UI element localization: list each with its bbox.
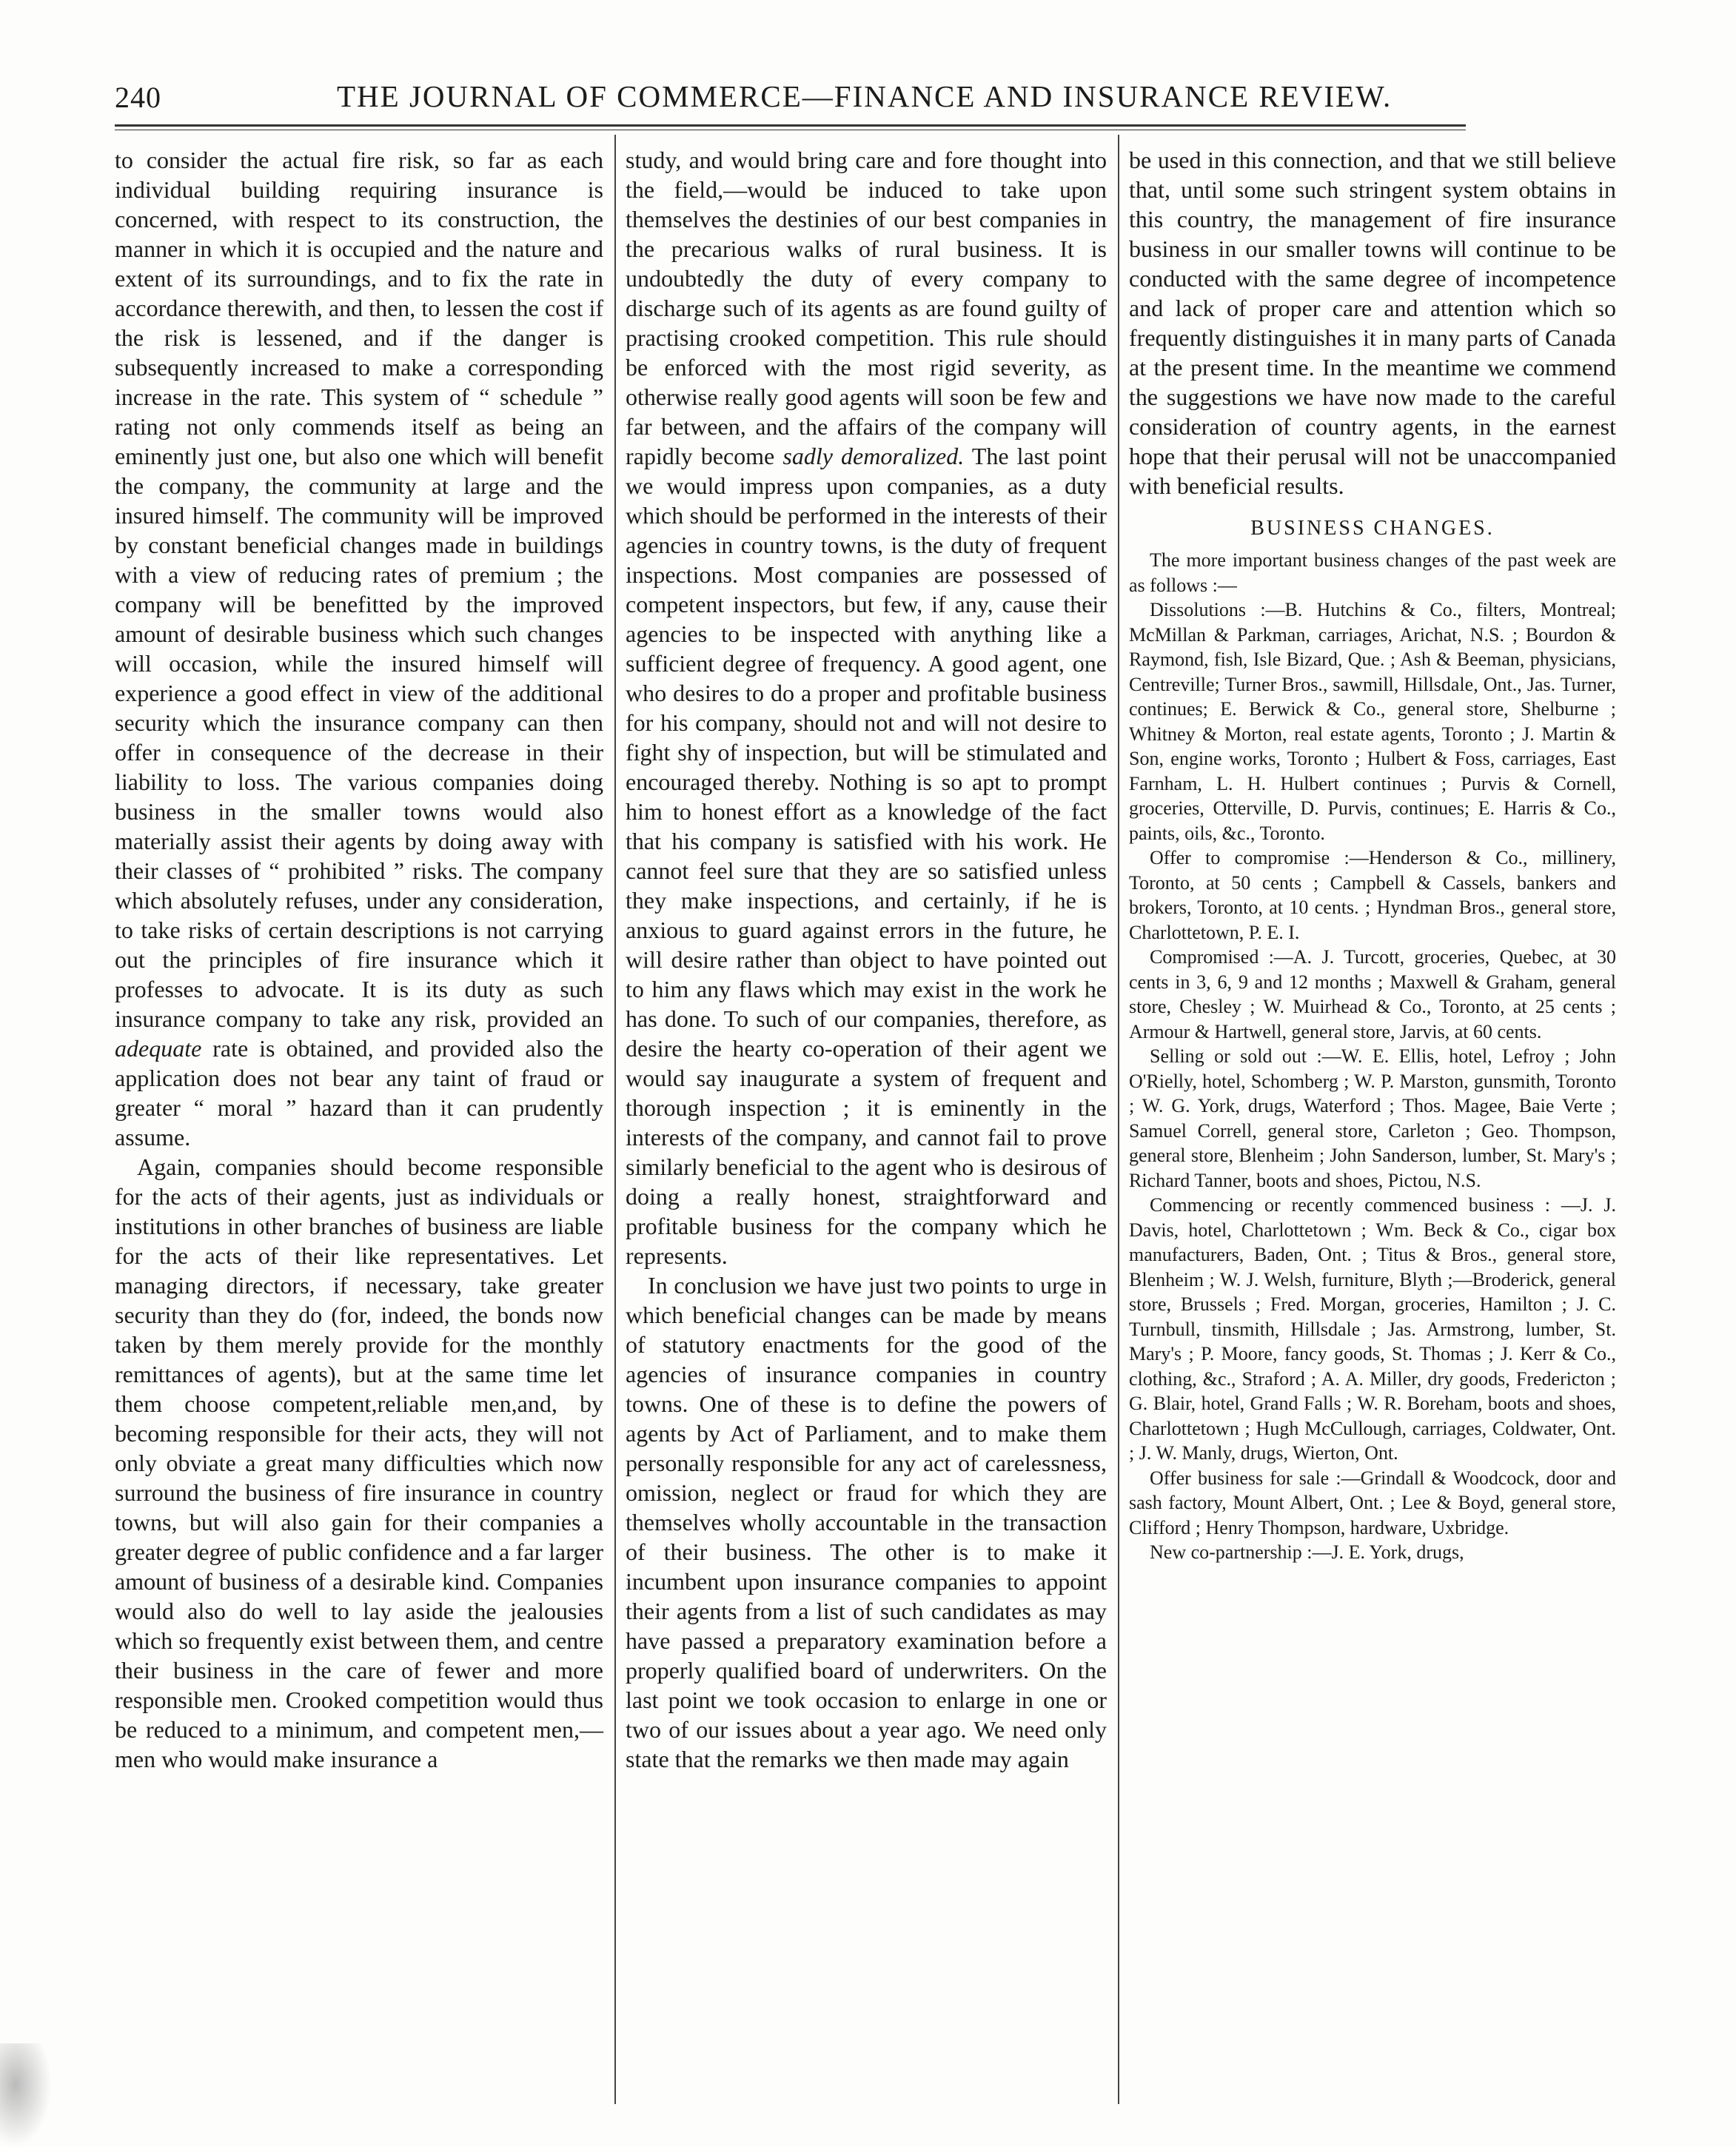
article-column-3 — [1129, 145, 1616, 1565]
running-title: THE JOURNAL OF COMMERCE—FINANCE AND INSURANCE REVIEW. — [337, 79, 1393, 113]
list-item: Offer business for sale :—Grindall & Woodcock, door and sash factory, Mount Albert, Ont. ; Lee & Boyd, general store, Clifford ; Henry Thompson, hardware, Uxbridge. — [1129, 1467, 1616, 1538]
text-run: study, and would bring care and fore thought into the field,—would be induced to take upon themselves the destinies of our best companies in the precarious walks of rural business. It is undoubtedly the duty of every company to discharge such of its agents as are found guilty of practising crooked competition. This rule should be enforced with the most rigid severity, as otherwise really good agents will soon be few and far between, and the affairs of the company will rapidly become — [626, 147, 1107, 469]
text-run: rate is obtained, and provided also the application does not bear any taint of fraud or greater “ moral ” hazard than it can prudently assume. — [115, 1035, 604, 1150]
paragraph — [115, 145, 603, 1152]
section-heading: BUSINESS CHANGES. — [1250, 517, 1495, 540]
paragraph: In conclusion we have just two points to urge in which beneficial changes can be made by means of statutory enactments for the good of the agencies of insurance companies in country towns. One of these is to define the powers of agents by Act of Parliament, and to make them personally responsible for any act of carelessness, omission, neglect or fraud for which they are themselves wholly accountable in the transaction of their business. The other is to make it incumbent upon insurance companies to appoint their agents from a list of such candidates as may have passed a preparatory examination before a properly qualified board of underwriters. On the last point we took occasion to enlarge in one or two of our issues about a year ago. We need only state that the remarks we then made may again — [626, 1272, 1107, 1772]
page-header — [0, 74, 1736, 118]
list-item: New co-partnership :—J. E. York, drugs, — [1150, 1541, 1464, 1563]
paragraph: be used in this connection, and that we still believe that, until some such stringent system obtains in this country, the management of fire insurance business in our smaller towns will continue to be conducted with the same degree of incompetence and lack of proper care and attention which so frequently distinguishes it in many parts of Canada at the present time. In the meantime we commend the suggestions we have now made to the careful consideration of country agents, in the earnest hope that their perusal will not be unaccompanied with beneficial results. — [1129, 147, 1616, 499]
header-rule — [115, 124, 1466, 130]
paragraph: Again, companies should become responsible for the acts of their agents, just as individuals or institutions in other branches of business are liable for the acts of their like representatives. Let managing directors, if necessary, take greater security than they do (for, indeed, the bonds now taken by them merely provide for the monthly remittances of agents), but at the same time let them choose competent,reliable men,and, by becoming responsible for their acts, they will not only obviate a great many difficulties which now surround the business of fire insurance in country towns, but will also gain for their companies a greater degree of public confidence and a far larger amount of business of a desirable kind. Companies would also do well to lay aside the jealousies which so frequently exist between them, and centre their business in the care of fewer and more responsible men. Crooked competition would thus be reduced to a minimum, and competent men,—men who would make insurance a — [115, 1153, 603, 1772]
emphasis-text: adequate — [115, 1035, 202, 1062]
text-run: The last point we would impress upon companies, as a duty which should be performed in the interests of their agencies in country towns, is the duty of frequent inspections. Most companies are possessed of competent inspectors, but few, if any, cause their agencies to be inspected with anything like a sufficient degree of frequency. A good agent, one who desires to do a proper and profitable business for his company, should not and will not desire to fight shy of inspection, but will be stimulated and encouraged thereby. Nothing is so apt to prompt him to honest effort as a knowledge of the fact that his company is satisfied with his work. He cannot feel sure that they are so satisfied unless they make inspections, and certainly, if he is anxious to guard against errors in the future, he will desire rather than object to have pointed out to him any flaws which may exist in the work he has done. To such of our companies, therefore, as desire the hearty co-operation of their agent we would say inaugurate a system of frequent and thorough inspection ; it is eminently in the interests of the company, and cannot fail to prove similarly beneficial to the agent who is desirous of doing a really honest, straightforward and profitable business for the company which he represents. — [626, 443, 1107, 1269]
business-changes-list — [1129, 548, 1616, 1565]
list-item: Offer to compromise :—Henderson & Co., millinery, Toronto, at 50 cents ; Campbell & Cassels, bankers and brokers, Toronto, at 10 cents. ; Hyndman Bros., general store, Charlottetown, P. E. I. — [1129, 847, 1616, 943]
article-column-2 — [626, 145, 1107, 1774]
list-item: Compromised :—A. J. Turcott, groceries, Quebec, at 30 cents in 3, 6, 9 and 12 months ; Maxwell & Graham, general store, Chesley ; W. Muirhead & Co., Toronto, at 25 cents ; Armour & Hartwell, general store, Jarvis, at 60 cents. — [1129, 946, 1616, 1042]
list-item: The more important business changes of the past week are as follows :— — [1129, 549, 1616, 596]
page-number: 240 — [115, 81, 161, 114]
list-item: Commencing or recently commenced business : —J. J. Davis, hotel, Charlottetown ; Wm. Beck & Co., cigar box manufacturers, Baden, Ont. ; Titus & Bros., general store, Blenheim ; W. J. Welsh, furniture, Blyth ;—Broderick, general store, Brussels ; Fred. Morgan, groceries, Hamilton ; J. C. Turnbull, tinsmith, Hillsdale ; Jas. Armstrong, lumber, St. Mary's ; P. Moore, fancy goods, St. Thomas ; J. Kerr & Co., clothing, &c., Straford ; A. A. Miller, dry goods, Fredericton ; G. Blair, hotel, Grand Falls ; W. R. Boreham, boots and shoes, Charlottetown ; Hugh McCullough, carriages, Coldwater, Ont. ; J. W. Manly, drugs, Wierton, Ont. — [1129, 1194, 1616, 1464]
paragraph — [626, 145, 1107, 1270]
scan-smudge — [0, 2043, 52, 2147]
list-item: Selling or sold out :—W. E. Ellis, hotel, Lefroy ; John O'Rielly, hotel, Schomberg ; W. P. Marston, gunsmith, Toronto ; W. G. York, drugs, Waterford ; Thos. Magee, Baie Verte ; Samuel Correll, general store, Carleton ; Geo. Thompson, general store, Blenheim ; John Sanderson, lumber, St. Mary's ; Richard Tanner, boots and shoes, Pictou, N.S. — [1129, 1045, 1616, 1191]
list-item: Dissolutions :—B. Hutchins & Co., filters, Montreal; McMillan & Parkman, carriages, Arichat, N.S. ; Bourdon & Raymond, fish, Isle Bizard, Que. ; Ash & Beeman, physicians, Centreville; Turner Bros., sawmill, Hillsdale, Ont., Jas. Turner, continues; E. Berwick & Co., general store, Shelburne ; Whitney & Morton, real estate agents, Toronto ; J. Martin & Son, engine works, Toronto ; Hulbert & Foss, carriages, East Farnham, L. H. Hulbert continues ; Purvis & Cornell, groceries, Otterville, D. Purvis, continues; E. Harris & Co., paints, oils, &c., Toronto. — [1129, 599, 1616, 844]
article-column-1 — [115, 145, 603, 1774]
column-divider — [614, 135, 616, 2104]
column-divider — [1118, 135, 1119, 2104]
emphasis-text: sadly demoralized. — [782, 443, 965, 469]
text-run: to consider the actual fire risk, so far as each individual building requiring insurance is concerned, with respect to its construction, the manner in which it is occupied and the nature and extent of its surroundings, and to fix the rate in accordance therewith, and then, to lessen the cost if the risk is lessened, and if the danger is subsequently increased to make a corresponding increase in the rate. This system of “ schedule ” rating not only commends itself as being an eminently just one, but also one which will benefit the company, the community at large and the insured himself. The community will be improved by constant beneficial changes made in buildings with a view of reducing rates of premium ; the company will be benefitted by the improved amount of desirable business which such changes will occasion, while the insured himself will experience a good effect in view of the additional security which the insurance company can then offer in consequence of the decrease in their liability to loss. The various companies doing business in the smaller towns would also materially assist their agents by doing away with their classes of “ prohibited ” risks. The company which absolutely refuses, under any consideration, to take risks of certain descriptions is not carrying out the principles of fire insurance which it professes to advocate. It is its duty as such insurance company to take any risk, provided an — [115, 147, 603, 1032]
